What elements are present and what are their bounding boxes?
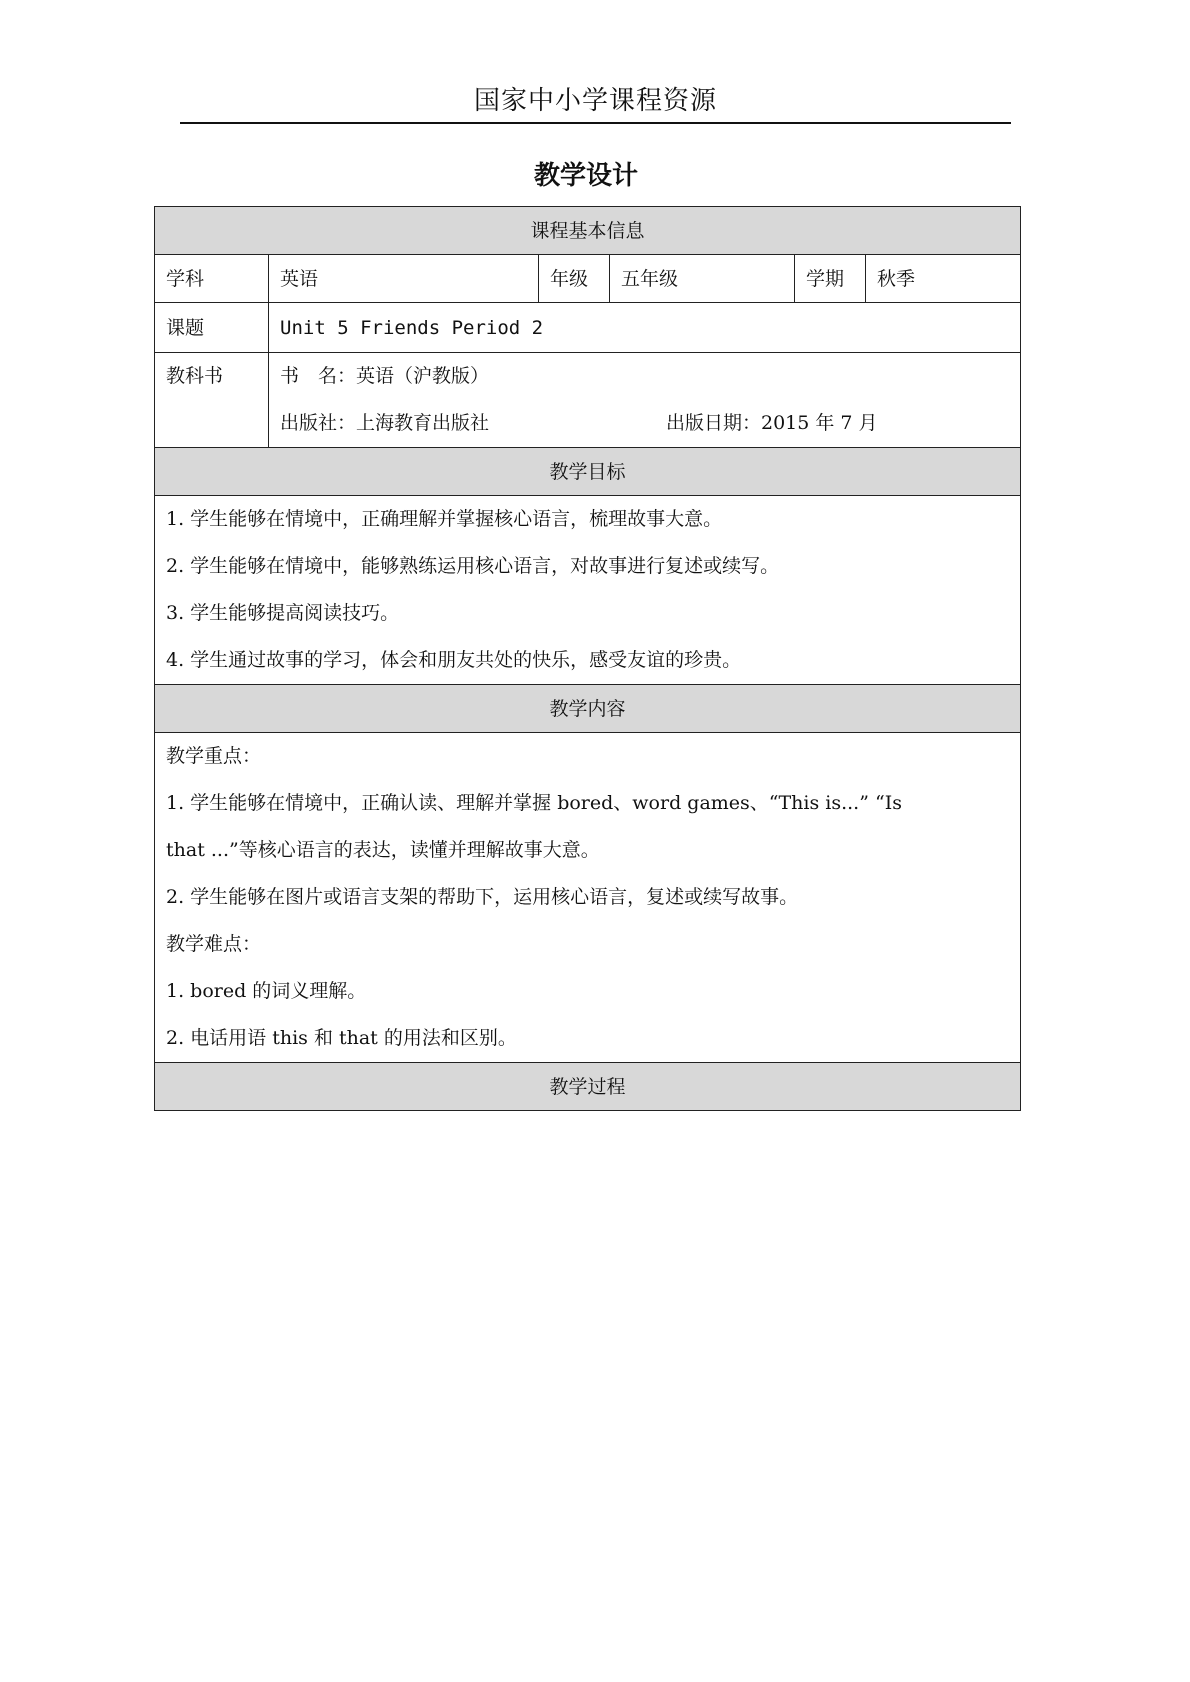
- section-header-process: 教学过程: [155, 1063, 1021, 1111]
- grade-label: 年级: [539, 255, 610, 303]
- textbook-publish-date: 出版日期：2015 年 7 月: [666, 412, 878, 434]
- topic-label: 课题: [155, 303, 269, 353]
- grade-value: 五年级: [610, 255, 795, 303]
- teaching-design-table: [154, 206, 1021, 1111]
- textbook-label: 教科书: [155, 353, 269, 448]
- key-point-item: 1. 学生能够在情境中，正确认读、理解并掌握 bored、word games、“This is...” “Is: [166, 792, 902, 814]
- section-header-objectives: 教学目标: [155, 448, 1021, 496]
- difficulties-label: 教学难点：: [166, 933, 262, 955]
- textbook-publisher: 出版社：上海教育出版社: [280, 412, 490, 434]
- topic-value: Unit 5 Friends Period 2: [269, 303, 1021, 353]
- document-title: 教学设计: [533, 161, 638, 191]
- section-header-basic-info: 课程基本信息: [155, 207, 1021, 255]
- objectives-cell: [155, 496, 1021, 685]
- difficulty-item: 1. bored 的词义理解。: [166, 980, 367, 1002]
- objective-item: 3. 学生能够提高阅读技巧。: [166, 602, 400, 624]
- objective-item: 1. 学生能够在情境中，正确理解并掌握核心语言，梳理故事大意。: [166, 508, 723, 530]
- header-divider: [180, 122, 1011, 124]
- textbook-name: 书 名：英语（沪教版）: [280, 365, 490, 387]
- term-label: 学期: [795, 255, 866, 303]
- key-point-item: 2. 学生能够在图片或语言支架的帮助下，运用核心语言，复述或续写故事。: [166, 886, 799, 908]
- textbook-publish-line: [280, 400, 1020, 447]
- key-point-item: that ...”等核心语言的表达，读懂并理解故事大意。: [166, 839, 600, 861]
- subject-value: 英语: [269, 255, 539, 303]
- difficulty-item: 2. 电话用语 this 和 that 的用法和区别。: [166, 1027, 517, 1049]
- objective-item: 4. 学生通过故事的学习，体会和朋友共处的快乐，感受友谊的珍贵。: [166, 649, 742, 671]
- section-header-content: 教学内容: [155, 685, 1021, 733]
- textbook-info: [269, 353, 1021, 448]
- page-header-title: 国家中小学课程资源: [473, 86, 717, 116]
- key-points-label: 教学重点：: [166, 745, 262, 767]
- content-cell: [155, 733, 1021, 1063]
- subject-label: 学科: [155, 255, 269, 303]
- term-value: 秋季: [866, 255, 1021, 303]
- objective-item: 2. 学生能够在情境中，能够熟练运用核心语言，对故事进行复述或续写。: [166, 555, 780, 577]
